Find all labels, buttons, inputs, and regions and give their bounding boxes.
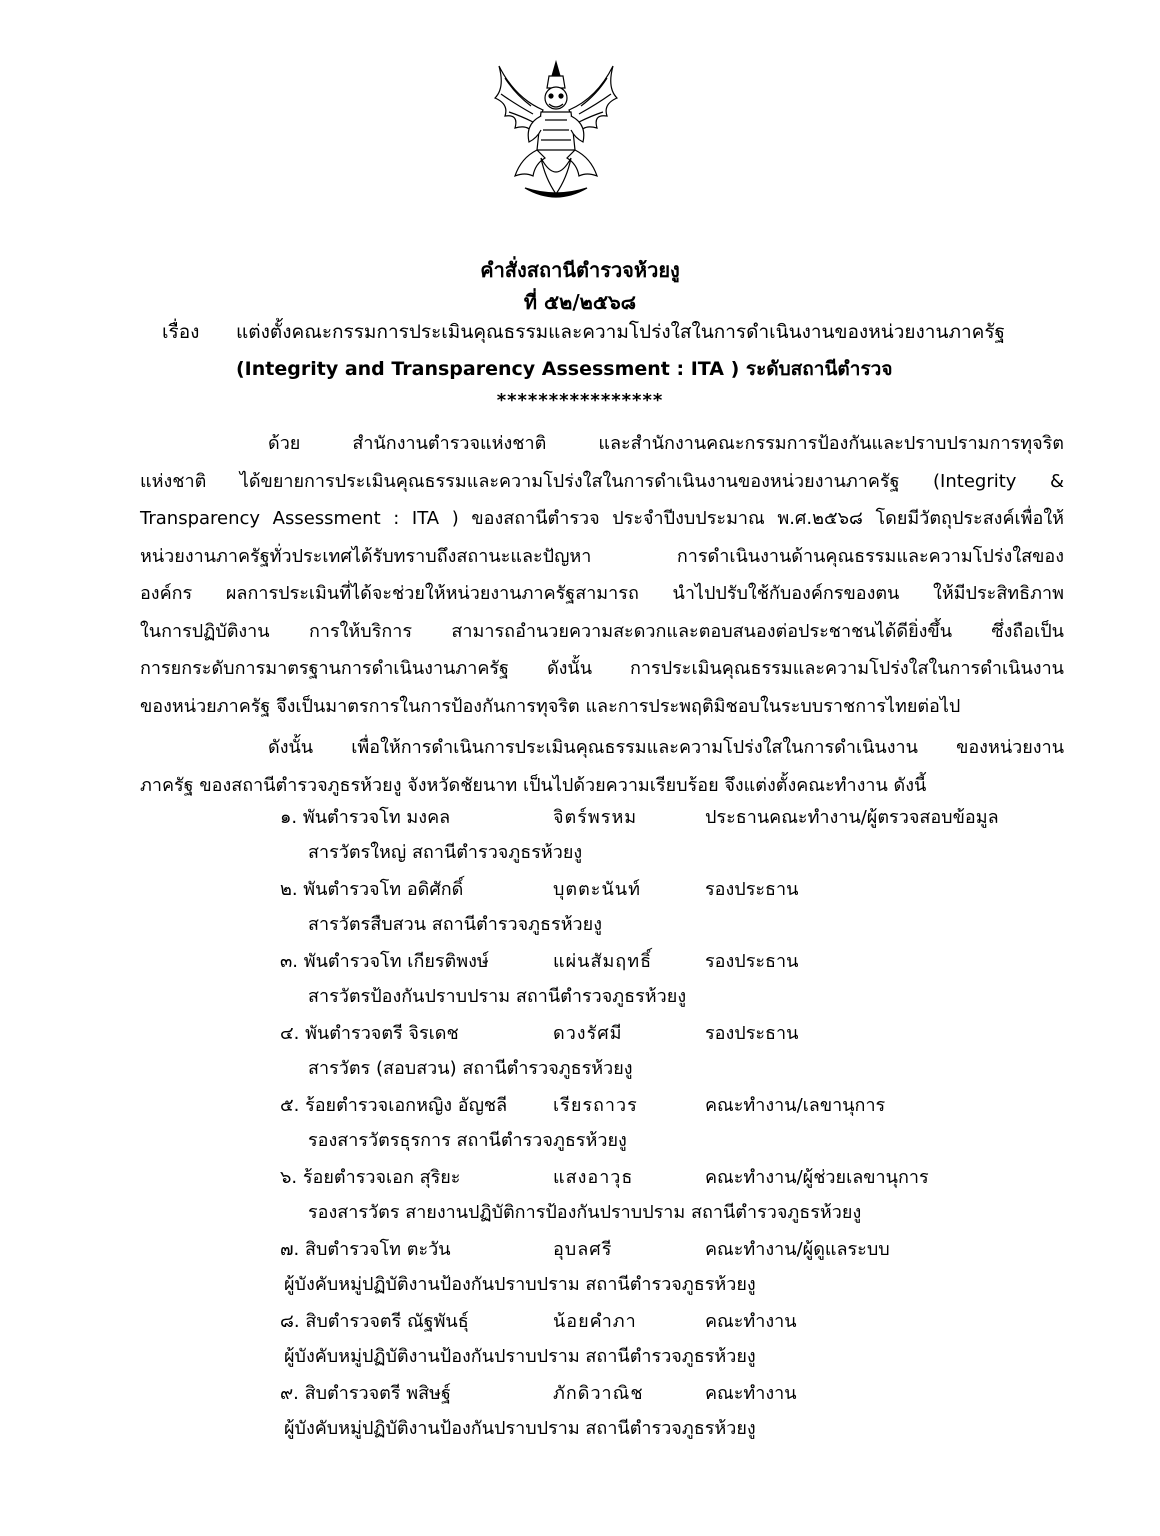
subject-line-2: (Integrity and Transparency Assessment : ITA ) ระดับสถานีตำรวจ	[236, 358, 893, 380]
member-surname: เรียรถาวร	[553, 1095, 638, 1116]
member-position: ผู้บังคับหมู่ปฏิบัติงานป้องกันปราบปราม สถานีตำรวจภูธรห้วยงู	[284, 1346, 756, 1367]
member-role: รองประธาน	[705, 951, 799, 972]
member-surname: จิตร์พรหม	[553, 807, 638, 828]
member-list	[280, 802, 1060, 1450]
member-name: ๘. สิบตำรวจตรี ณัฐพันธุ์	[280, 1311, 469, 1332]
paragraph-line: Transparency Assessment : ITA ) ของสถานีตำรวจ ประจำปีงบประมาณ พ.ศ.๒๕๖๘ โดยมีวัตถุประสงค์เพื่อให้	[140, 508, 1064, 529]
member-item	[280, 1090, 1060, 1162]
member-name: ๔. พันตำรวจตรี จิรเดช	[280, 1023, 459, 1044]
member-name: ๒. พันตำรวจโท อดิศักดิ์	[280, 879, 464, 900]
member-role: คณะทำงาน	[705, 1311, 797, 1332]
member-surname: ดวงรัศมี	[553, 1023, 623, 1044]
paragraph-line: หน่วยงานภาครัฐทั่วประเทศได้รับทราบถึงสถานะและปัญหา การดำเนินงานด้านคุณธรรมและความโปร่งใสของ	[140, 545, 1064, 567]
member-role: รองประธาน	[705, 879, 799, 900]
subject-line-1: แต่งตั้งคณะกรรมการประเมินคุณธรรมและความโปร่งใสในการดำเนินงานของหน่วยงานภาครัฐ	[236, 321, 1006, 343]
member-surname: บุตตะนันท์	[553, 879, 641, 900]
member-surname: แสงอาวุธ	[553, 1167, 634, 1188]
member-item	[280, 1378, 1060, 1450]
paragraph-line: แห่งชาติ ได้ขยายการประเมินคุณธรรมและความโปร่งใสในการดำเนินงานของหน่วยงานภาครัฐ (Integrity &	[140, 470, 1064, 492]
paragraph-line: องค์กร ผลการประเมินที่ได้จะช่วยให้หน่วยงานภาครัฐสามารถ นำไปปรับใช้กับองค์กรของตน ให้มีประสิทธิภาพ	[140, 583, 1064, 604]
member-item	[280, 874, 1060, 946]
member-role: รองประธาน	[705, 1023, 799, 1044]
paragraph-line: ภาครัฐ ของสถานีตำรวจภูธรห้วยงู จังหวัดชัยนาท เป็นไปด้วยความเรียบร้อย จึงแต่งตั้งคณะทำงาน ดังนี้	[140, 774, 927, 796]
member-item	[280, 802, 1060, 874]
paragraph-2	[140, 729, 1064, 804]
garuda-emblem	[485, 58, 627, 206]
member-role: คณะทำงาน/เลขานุการ	[705, 1095, 886, 1116]
member-role: คณะทำงาน	[705, 1383, 797, 1404]
member-item	[280, 1018, 1060, 1090]
member-name: ๗. สิบตำรวจโท ตะวัน	[280, 1239, 451, 1260]
separator: ****************	[496, 390, 664, 411]
paragraph-line: ในการปฏิบัติงาน การให้บริการ สามารถอำนวยความสะดวกและตอบสนองต่อประชาชนได้ดียิ่งขึ้น ซึ่งถือเป็น	[140, 620, 1064, 642]
member-item	[280, 1162, 1060, 1234]
paragraph-1	[140, 425, 1064, 725]
member-surname: น้อยคำภา	[553, 1311, 637, 1332]
member-name: ๖. ร้อยตำรวจเอก สุริยะ	[280, 1167, 461, 1188]
member-position: สารวัตรป้องกันปราบปราม สถานีตำรวจภูธรห้วยงู	[308, 986, 687, 1007]
member-position: รองสารวัตรธุรการ สถานีตำรวจภูธรห้วยงู	[308, 1130, 627, 1151]
member-item	[280, 946, 1060, 1018]
member-role: ประธานคณะทำงาน/ผู้ตรวจสอบข้อมูล	[705, 807, 999, 828]
member-name: ๕. ร้อยตำรวจเอกหญิง อัญชลี	[280, 1095, 508, 1116]
member-position: สารวัตร (สอบสวน) สถานีตำรวจภูธรห้วยงู	[308, 1058, 633, 1079]
member-item	[280, 1306, 1060, 1378]
order-number: ที่ ๕๒/๒๕๖๘	[523, 290, 637, 314]
member-surname: แผ่นสัมฤทธิ์	[553, 951, 653, 972]
member-role: คณะทำงาน/ผู้ดูแลระบบ	[705, 1239, 890, 1260]
member-position: สารวัตรสืบสวน สถานีตำรวจภูธรห้วยงู	[308, 914, 603, 935]
subject-label: เรื่อง	[162, 321, 200, 343]
member-name: ๙. สิบตำรวจตรี พสิษฐ์	[280, 1383, 451, 1404]
member-position: รองสารวัตร สายงานปฏิบัติการป้องกันปราบปราม สถานีตำรวจภูธรห้วยงู	[308, 1202, 862, 1223]
paragraph-line: ของหน่วยภาครัฐ จึงเป็นมาตรการในการป้องกันการทุจริต และการประพฤติมิชอบในระบบราชการไทยต่อไป	[140, 695, 961, 717]
member-position: สารวัตรใหญ่ สถานีตำรวจภูธรห้วยงู	[308, 842, 583, 863]
member-name: ๓. พันตำรวจโท เกียรติพงษ์	[280, 951, 489, 972]
paragraph-line: การยกระดับการมาตรฐานการดำเนินงานภาครัฐ ดังนั้น การประเมินคุณธรรมและความโปร่งใสในการดำเนินงาน	[140, 658, 1064, 679]
member-role: คณะทำงาน/ผู้ช่วยเลขานุการ	[705, 1167, 929, 1188]
member-position: ผู้บังคับหมู่ปฏิบัติงานป้องกันปราบปราม สถานีตำรวจภูธรห้วยงู	[284, 1418, 756, 1439]
member-surname: อุบลศรี	[553, 1239, 613, 1260]
paragraph-line: ดังนั้น เพื่อให้การดำเนินการประเมินคุณธรรมและความโปร่งใสในการดำเนินงาน ของหน่วยงาน	[268, 737, 1064, 758]
member-item	[280, 1234, 1060, 1306]
member-name: ๑. พันตำรวจโท มงคล	[280, 807, 451, 828]
member-position: ผู้บังคับหมู่ปฏิบัติงานป้องกันปราบปราม สถานีตำรวจภูธรห้วยงู	[284, 1274, 756, 1295]
paragraph-line: ด้วย สำนักงานตำรวจแห่งชาติ และสำนักงานคณะกรรมการป้องกันและปราบปรามการทุจริต	[268, 433, 1064, 454]
member-surname: ภักดิวาณิช	[553, 1383, 644, 1404]
order-title: คำสั่งสถานีตำรวจห้วยงู	[480, 258, 680, 282]
